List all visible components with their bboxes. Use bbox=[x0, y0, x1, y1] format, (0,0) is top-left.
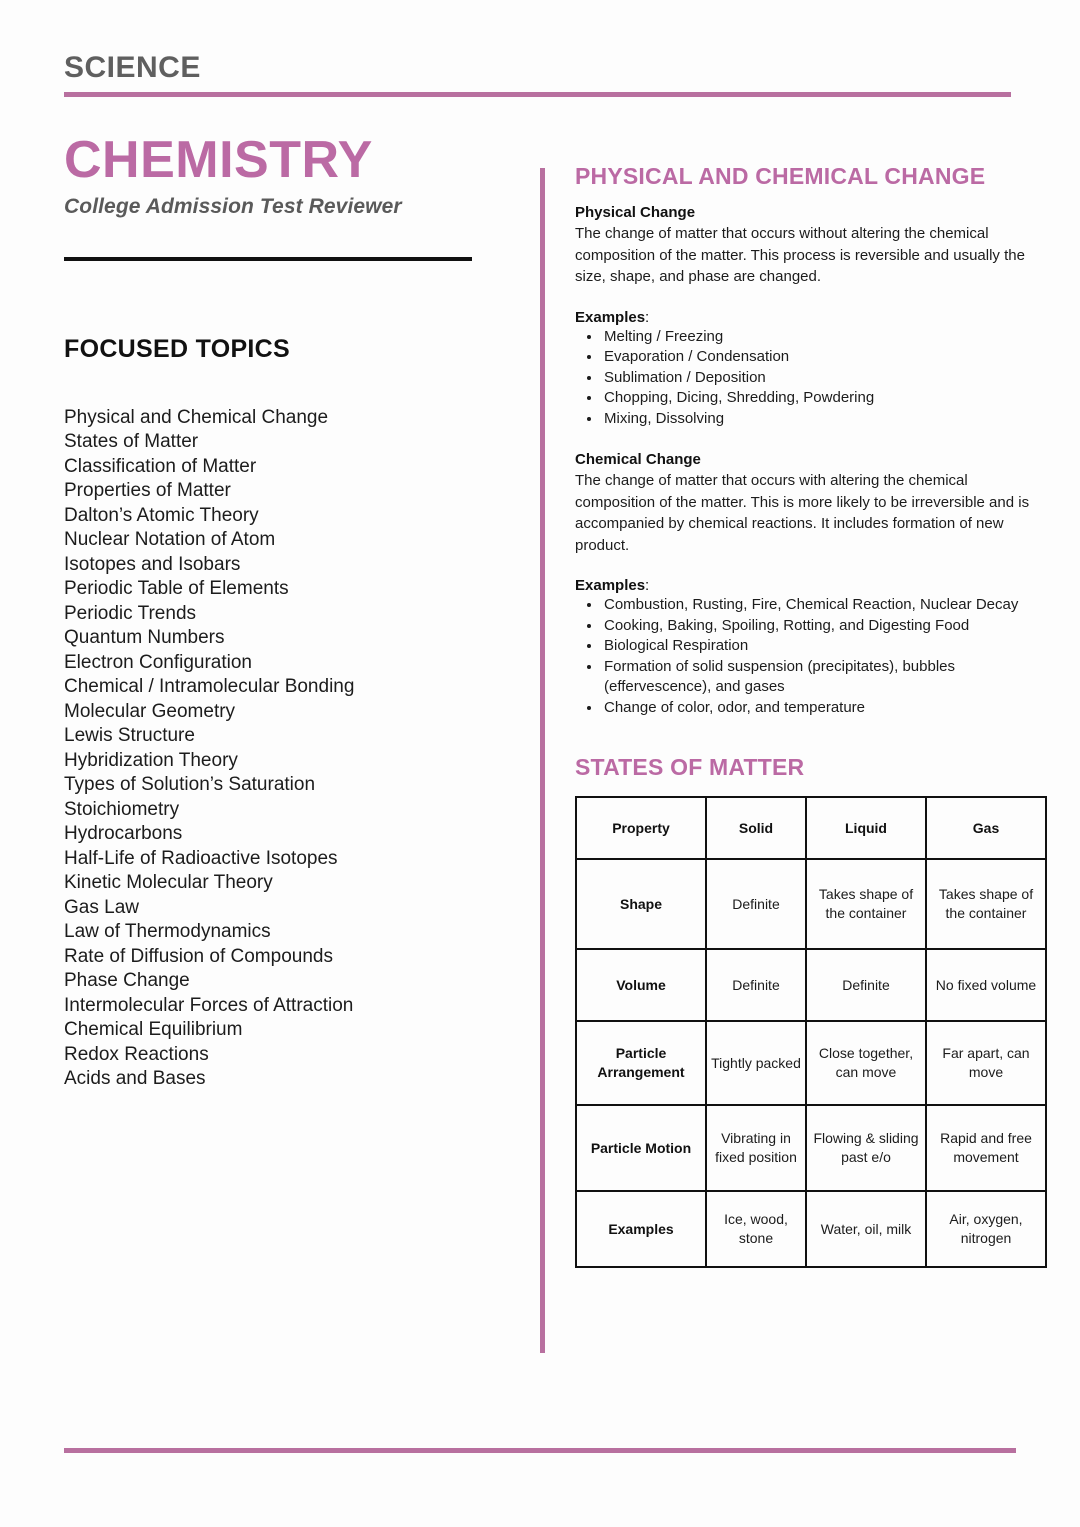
topic-list-item: Law of Thermodynamics bbox=[64, 921, 271, 943]
example-bullet: • Mixing, Dissolving bbox=[602, 409, 1047, 430]
table-row bbox=[576, 1191, 1046, 1267]
table-column-header: Gas bbox=[926, 797, 1046, 859]
topic-list-item: Intermolecular Forces of Attraction bbox=[64, 994, 354, 1016]
table-header-row bbox=[576, 797, 1046, 859]
topic-list-item: Chemical / Intramolecular Bonding bbox=[64, 676, 355, 698]
example-bullet: • Sublimation / Deposition bbox=[602, 368, 1047, 389]
example-bullet: • Cooking, Baking, Spoiling, Rotting, and Digesting Food bbox=[602, 616, 1047, 637]
topic-list-item: Phase Change bbox=[64, 970, 190, 992]
chemical-change-description: The change of matter that occurs with altering the chemical composition of the matter. This is more likely to be irreversible and is accompanied by chemical reactions. It includes formation of new product. bbox=[575, 472, 1030, 554]
topic-list-item: Chemical Equilibrium bbox=[64, 1019, 243, 1041]
topic-list-item: Hybridization Theory bbox=[64, 749, 238, 771]
section-heading-states-of-matter: STATES OF MATTER bbox=[575, 754, 805, 780]
topic-list-item: Redox Reactions bbox=[64, 1043, 209, 1065]
physical-change-description: The change of matter that occurs without altering the chemical composition of the matter. This process is reversible and usually the size, shape, and phase are changed. bbox=[575, 225, 1025, 285]
table-row bbox=[576, 859, 1046, 949]
footer-divider-rule bbox=[64, 1448, 1016, 1453]
subheading-physical-change: Physical Change bbox=[575, 204, 696, 221]
topic-list-item: Hydrocarbons bbox=[64, 823, 183, 845]
topic-list-item: Quantum Numbers bbox=[64, 627, 225, 649]
table-cell: Tightly packed bbox=[706, 1021, 806, 1105]
topic-list-item: Lewis Structure bbox=[64, 725, 195, 747]
subheading-chemical-change: Chemical Change bbox=[575, 451, 701, 468]
table-column-header: Liquid bbox=[806, 797, 926, 859]
column-divider bbox=[540, 168, 545, 1353]
table-cell: Definite bbox=[806, 949, 926, 1021]
topic-list-item: Periodic Trends bbox=[64, 602, 197, 624]
topic-list-item: Physical and Chemical Change bbox=[64, 406, 329, 428]
topic-list-item: States of Matter bbox=[64, 431, 199, 453]
right-column bbox=[575, 163, 1047, 1268]
example-bullet: • Change of color, odor, and temperature bbox=[602, 698, 1047, 719]
physical-examples-label-text: Examples bbox=[575, 308, 646, 326]
table-column-header: Property bbox=[576, 797, 706, 859]
table-cell: Air, oxygen, nitrogen bbox=[926, 1191, 1046, 1267]
table-cell: Rapid and free movement bbox=[926, 1105, 1046, 1191]
section-heading-physical-chemical-change: PHYSICAL AND CHEMICAL CHANGE bbox=[575, 163, 986, 189]
topic-list-item: Molecular Geometry bbox=[64, 700, 236, 722]
table-cell: Far apart, can move bbox=[926, 1021, 1046, 1105]
topic-list-item: Properties of Matter bbox=[64, 480, 231, 502]
page-kicker: SCIENCE bbox=[64, 51, 201, 84]
topic-list-item: Kinetic Molecular Theory bbox=[64, 872, 273, 894]
chemical-change-examples-list bbox=[575, 595, 1047, 718]
table-cell: Vibrating in fixed position bbox=[706, 1105, 806, 1191]
topic-list-item: Rate of Diffusion of Compounds bbox=[64, 945, 333, 967]
physical-change-examples-list bbox=[575, 327, 1047, 430]
table-row-header: Examples bbox=[576, 1191, 706, 1267]
states-of-matter-table bbox=[575, 796, 1047, 1268]
table-cell: Definite bbox=[706, 949, 806, 1021]
topic-list-item: Nuclear Notation of Atom bbox=[64, 529, 276, 551]
table-cell: Definite bbox=[706, 859, 806, 949]
example-bullet: • Evaporation / Condensation bbox=[602, 347, 1047, 368]
chemical-examples-colon: : bbox=[645, 577, 650, 594]
topic-list-item: Electron Configuration bbox=[64, 651, 252, 673]
topic-list-item: Dalton’s Atomic Theory bbox=[64, 504, 259, 526]
table-cell: Close together, can move bbox=[806, 1021, 926, 1105]
table-cell: Takes shape of the container bbox=[806, 859, 926, 949]
table-row-header: Shape bbox=[576, 859, 706, 949]
title-underline-rule bbox=[64, 257, 472, 261]
chemical-examples-label bbox=[575, 577, 1047, 594]
focused-topics-heading: FOCUSED TOPICS bbox=[64, 334, 290, 363]
table-column-header: Solid bbox=[706, 797, 806, 859]
table-body bbox=[576, 859, 1046, 1267]
table-cell: Water, oil, milk bbox=[806, 1191, 926, 1267]
table-row bbox=[576, 1105, 1046, 1191]
topic-list-item: Isotopes and Isobars bbox=[64, 553, 241, 575]
page-title: CHEMISTRY bbox=[64, 131, 373, 189]
topic-list-item: Acids and Bases bbox=[64, 1068, 206, 1090]
table-cell: Ice, wood, stone bbox=[706, 1191, 806, 1267]
focused-topics-list bbox=[64, 406, 504, 1092]
left-column bbox=[64, 133, 504, 1108]
table-cell: Takes shape of the container bbox=[926, 859, 1046, 949]
example-bullet: • Chopping, Dicing, Shredding, Powdering bbox=[602, 388, 1047, 409]
example-bullet: • Biological Respiration bbox=[602, 636, 1047, 657]
table-row bbox=[576, 1021, 1046, 1105]
topic-list-item: Half-Life of Radioactive Isotopes bbox=[64, 847, 338, 869]
table-row bbox=[576, 949, 1046, 1021]
page-subtitle: College Admission Test Reviewer bbox=[64, 194, 402, 218]
topic-list-item: Classification of Matter bbox=[64, 455, 257, 477]
topic-list-item: Types of Solution’s Saturation bbox=[64, 774, 316, 796]
topic-list-item: Gas Law bbox=[64, 896, 139, 918]
table-row-header: Particle Motion bbox=[576, 1105, 706, 1191]
physical-examples-label bbox=[575, 309, 1047, 326]
table-row-header: Volume bbox=[576, 949, 706, 1021]
table-cell: Flowing & sliding past e/o bbox=[806, 1105, 926, 1191]
example-bullet: • Melting / Freezing bbox=[602, 327, 1047, 348]
chemical-examples-label-text: Examples bbox=[575, 577, 646, 594]
table-row-header: Particle Arrangement bbox=[576, 1021, 706, 1105]
topic-list-item: Stoichiometry bbox=[64, 798, 180, 820]
topic-list-item: Periodic Table of Elements bbox=[64, 578, 289, 600]
table-cell: No fixed volume bbox=[926, 949, 1046, 1021]
example-bullet: • Formation of solid suspension (precipitates), bubbles (effervescence), and gases bbox=[602, 657, 1047, 698]
section-spacer bbox=[575, 429, 1047, 451]
example-bullet: • Combustion, Rusting, Fire, Chemical Reaction, Nuclear Decay bbox=[602, 595, 1047, 616]
physical-examples-colon: : bbox=[645, 308, 650, 326]
header-divider-rule bbox=[64, 92, 1011, 97]
